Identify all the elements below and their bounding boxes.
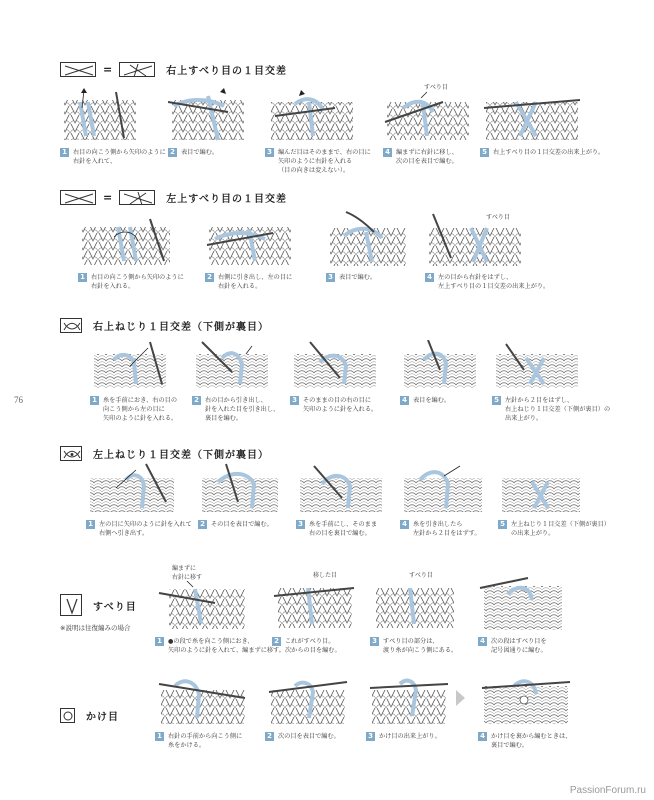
step-card — [155, 672, 251, 750]
step-card — [478, 672, 573, 750]
step-number-badge: 1 — [90, 396, 99, 405]
step-number-badge: 1 — [155, 732, 164, 741]
step-card — [192, 340, 279, 423]
step-number-badge: 1 — [155, 637, 164, 646]
step-caption: 右の目から引き出し、 針を入れた目を引き出し、 裏目を編む。 — [205, 397, 280, 422]
step-card — [370, 570, 460, 655]
step-card — [498, 462, 610, 538]
stitch-illustration — [265, 672, 350, 728]
step-caption: 表目で編む。 — [339, 274, 377, 281]
stitch-illustration — [86, 462, 178, 516]
step-number-badge: 5 — [492, 396, 501, 405]
section-header-yarn-over — [60, 708, 119, 723]
step-caption: 表目で編む。 — [181, 149, 219, 156]
step-card — [198, 462, 283, 529]
cross-symbol-icon — [119, 190, 155, 205]
step-number-badge: 3 — [366, 732, 375, 741]
step-number-badge: 5 — [498, 520, 507, 529]
stitch-illustration — [60, 88, 140, 144]
equals-sign: = — [103, 63, 113, 76]
step-number-badge: 1 — [78, 273, 87, 282]
stitch-illustration — [265, 88, 360, 144]
section-header-left-slip-cross — [60, 190, 287, 205]
step-caption: これがすべり目。 次からの目を編む。 — [285, 638, 341, 654]
stitch-illustration — [383, 82, 473, 144]
step-caption: 右側に引き出し、左の目に 右針を入れる。 — [218, 274, 293, 290]
step-caption: すべり目の部分は、 渡り糸が向こう側にある。 — [383, 638, 458, 654]
step-number-badge: 4 — [425, 273, 434, 282]
step-number-badge: 4 — [400, 396, 409, 405]
twist-symbol-icon — [60, 318, 82, 333]
cross-symbol-icon — [60, 190, 96, 205]
step-number-badge: 2 — [265, 732, 274, 741]
callout-label: すべり目 — [409, 572, 433, 579]
step-number-badge: 4 — [383, 148, 392, 157]
step-caption: 左の目に矢印のように針を入れて 右側へ引き出す。 — [99, 521, 192, 537]
stitch-illustration — [425, 210, 525, 269]
step-card — [400, 462, 486, 538]
step-caption: 糸を手前におき、右の目の 向こう側から左の目に 矢印のように針を入れる。 — [103, 397, 178, 422]
step-card — [326, 210, 411, 282]
stitch-illustration — [366, 672, 451, 728]
step-caption: そのままの目の右の目に 矢印のように針を入れる。 — [303, 397, 378, 413]
equals-sign: = — [103, 191, 113, 204]
step-caption: 次の目を表目で編む。 — [278, 733, 340, 740]
step-card — [296, 462, 386, 538]
step-caption: 右目の向こう側から矢印のように 右針を入れる。 — [91, 274, 184, 290]
stitch-illustration — [272, 570, 357, 633]
step-number-badge: 4 — [478, 732, 487, 741]
step-caption: その目を表目で編む。 — [211, 521, 273, 528]
step-caption: かけ目の出来上がり。 — [379, 733, 441, 740]
step-number-badge: 1 — [60, 148, 69, 157]
step-caption: 左の目から右針をはずし、 左上すべり目の１目交差の出来上がり。 — [438, 274, 550, 290]
step-card — [290, 340, 380, 414]
step-caption: 右上すべり目の１目交差の出来上がり。 — [493, 149, 605, 156]
step-card — [366, 672, 451, 741]
step-caption: ●の段で糸を向こう側におき、 矢印のように針を入れて、編まずに移す。 — [168, 638, 285, 654]
stitch-illustration — [370, 570, 460, 633]
step-card — [400, 340, 480, 405]
stitch-illustration — [290, 340, 380, 392]
stitch-illustration — [90, 340, 170, 392]
stitch-illustration — [168, 88, 248, 144]
cross-symbol-icon — [60, 62, 96, 77]
step-card — [480, 88, 604, 157]
watermark: PassionForum.ru — [569, 785, 646, 796]
stitch-illustration — [478, 572, 568, 633]
callout-label: すべり目 — [486, 214, 510, 221]
step-card — [205, 215, 295, 291]
step-card — [425, 210, 549, 291]
cross-symbol-icon — [119, 62, 155, 77]
page-number: 76 — [14, 395, 23, 405]
step-caption: 次の段はすべり目を 記号図通りに編む。 — [491, 638, 547, 654]
section-title: 右上ねじり１目交差（下側が裏目） — [93, 322, 269, 333]
twist-symbol-icon — [60, 446, 82, 461]
step-number-badge: 2 — [272, 637, 281, 646]
slip-v-icon — [60, 594, 82, 616]
step-number-badge: 4 — [478, 637, 487, 646]
step-number-badge: 2 — [168, 148, 177, 157]
stitch-illustration — [205, 215, 295, 269]
step-caption: かけ目を裏から編むときは、 裏目で編む。 — [491, 733, 572, 749]
step-caption: 右針の手前から向こう側に 糸をかける。 — [168, 733, 243, 749]
section-title: 右上すべり目の１目交差 — [166, 66, 288, 77]
stitch-illustration — [480, 88, 585, 144]
step-card — [60, 88, 166, 166]
stitch-illustration — [155, 672, 251, 728]
step-card — [155, 563, 285, 655]
step-number-badge: 3 — [296, 520, 305, 529]
step-card — [86, 462, 192, 538]
step-caption: 糸を引き出したら 左針から２目をはずす。 — [413, 521, 481, 537]
step-number-badge: 3 — [370, 637, 379, 646]
step-number-badge: 5 — [480, 148, 489, 157]
stitch-illustration — [400, 340, 480, 392]
step-number-badge: 4 — [400, 520, 409, 529]
step-number-badge: 3 — [265, 148, 274, 157]
stitch-illustration — [192, 340, 272, 392]
stitch-illustration — [155, 563, 255, 633]
step-card — [168, 88, 248, 157]
section-title: 左上ねじり１目交差（下側が裏目） — [93, 450, 269, 461]
callout-label: 移した目 — [313, 572, 338, 579]
step-card — [78, 215, 184, 291]
step-caption: 編まずに右針に移し、 次の目を表目で編む。 — [396, 149, 458, 165]
stitch-illustration — [296, 462, 386, 516]
step-card — [478, 572, 568, 655]
step-card — [492, 340, 610, 423]
callout-label: すべり目 — [424, 84, 448, 91]
step-caption: 右目の向こう側から矢印のように 右針を入れて、 — [73, 149, 166, 165]
next-triangle-icon — [456, 690, 465, 706]
stitch-illustration — [198, 462, 283, 516]
step-caption: 左針から２目をはずし、 右上ねじり１目交差（下側が裏目）の 出来上がり。 — [505, 397, 611, 422]
yarn-over-circle-icon — [60, 708, 75, 723]
step-number-badge: 3 — [326, 273, 335, 282]
step-card — [265, 88, 371, 175]
step-card — [265, 672, 350, 741]
section-header-left-twist-cross — [60, 446, 269, 461]
stitch-illustration — [326, 210, 411, 269]
step-caption: 糸を手前にし、そのまま 右の目を裏目で編む。 — [309, 521, 378, 537]
stitch-illustration — [498, 462, 584, 516]
section-title: すべり目 — [93, 601, 137, 613]
step-number-badge: 2 — [198, 520, 207, 529]
section-header-slip-stitch — [60, 594, 137, 616]
stitch-illustration — [400, 462, 486, 516]
section-title: かけ目 — [86, 712, 119, 723]
stitch-illustration — [78, 215, 174, 269]
step-number-badge: 2 — [205, 273, 214, 282]
step-caption: 左上ねじり１目交差（下側が裏目） の出来上がり。 — [511, 521, 610, 537]
callout-label: 編まずに 右針に移す — [172, 565, 203, 581]
step-number-badge: 2 — [192, 396, 201, 405]
stitch-illustration — [478, 672, 573, 728]
step-caption: 表目を編む。 — [413, 397, 451, 404]
section-note: ※説明は往復編みの場合 — [60, 624, 131, 632]
step-number-badge: 3 — [290, 396, 299, 405]
section-header-right-twist-cross — [60, 318, 269, 333]
section-title: 左上すべり目の１目交差 — [166, 194, 288, 205]
stitch-illustration — [492, 340, 582, 392]
step-card — [90, 340, 177, 423]
step-caption: 編んだ目はそのままで、右の目に 矢印のように右針を入れる （目の向きは変えない）。 — [278, 149, 371, 174]
step-number-badge: 1 — [86, 520, 95, 529]
step-card — [272, 570, 357, 655]
section-header-right-slip-cross — [60, 62, 287, 77]
step-card — [383, 82, 473, 166]
